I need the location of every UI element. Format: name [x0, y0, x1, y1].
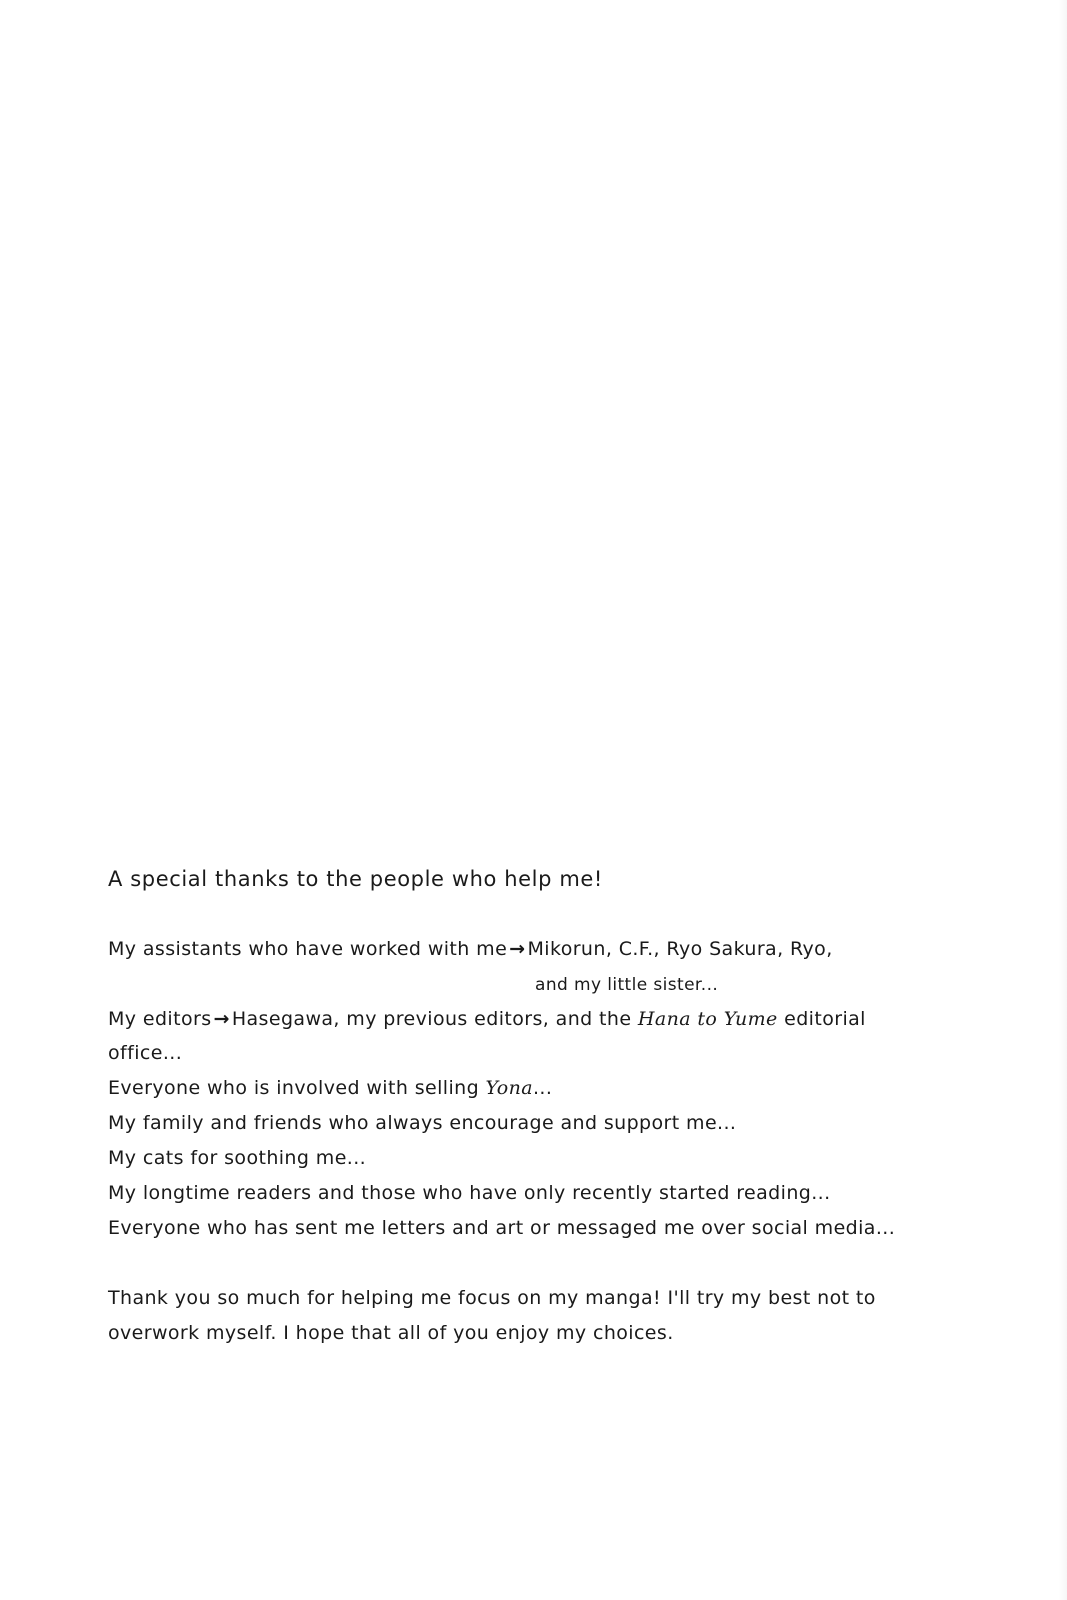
sellers-line — [108, 1075, 552, 1101]
fans-line: Everyone who has sent me letters and art or messaged me over social media... — [108, 1217, 896, 1239]
family-line: My family and friends who always encourage and support me... — [108, 1112, 737, 1134]
editors-line — [108, 1006, 866, 1032]
sellers-text: Everyone who is involved with selling — [108, 1077, 486, 1099]
sellers-text-after: ... — [532, 1077, 553, 1099]
magazine-title: Hana to Yume — [637, 1008, 778, 1030]
assistants-continuation: and my little sister... — [535, 975, 719, 995]
assistants-line — [108, 936, 833, 962]
acknowledgments-heading: A special thanks to the people who help me! — [108, 867, 603, 891]
arrow-icon: → — [213, 1008, 230, 1030]
cats-line: My cats for soothing me... — [108, 1147, 367, 1169]
page-gutter — [1059, 0, 1067, 1600]
closing-line-2: overwork myself. I hope that all of you enjoy my choices. — [108, 1322, 674, 1344]
assistants-names: Mikorun, C.F., Ryo Sakura, Ryo, — [527, 938, 833, 960]
editors-continuation: office... — [108, 1042, 183, 1064]
editors-text-after: editorial — [777, 1008, 866, 1030]
assistants-label: My assistants who have worked with me — [108, 938, 508, 960]
arrow-icon: → — [509, 938, 526, 960]
editors-label: My editors — [108, 1008, 212, 1030]
readers-line: My longtime readers and those who have only recently started reading... — [108, 1182, 831, 1204]
series-title: Yona — [485, 1077, 533, 1099]
editors-text: Hasegawa, my previous editors, and the — [231, 1008, 638, 1030]
closing-line-1: Thank you so much for helping me focus on my manga! I'll try my best not to — [108, 1287, 876, 1309]
